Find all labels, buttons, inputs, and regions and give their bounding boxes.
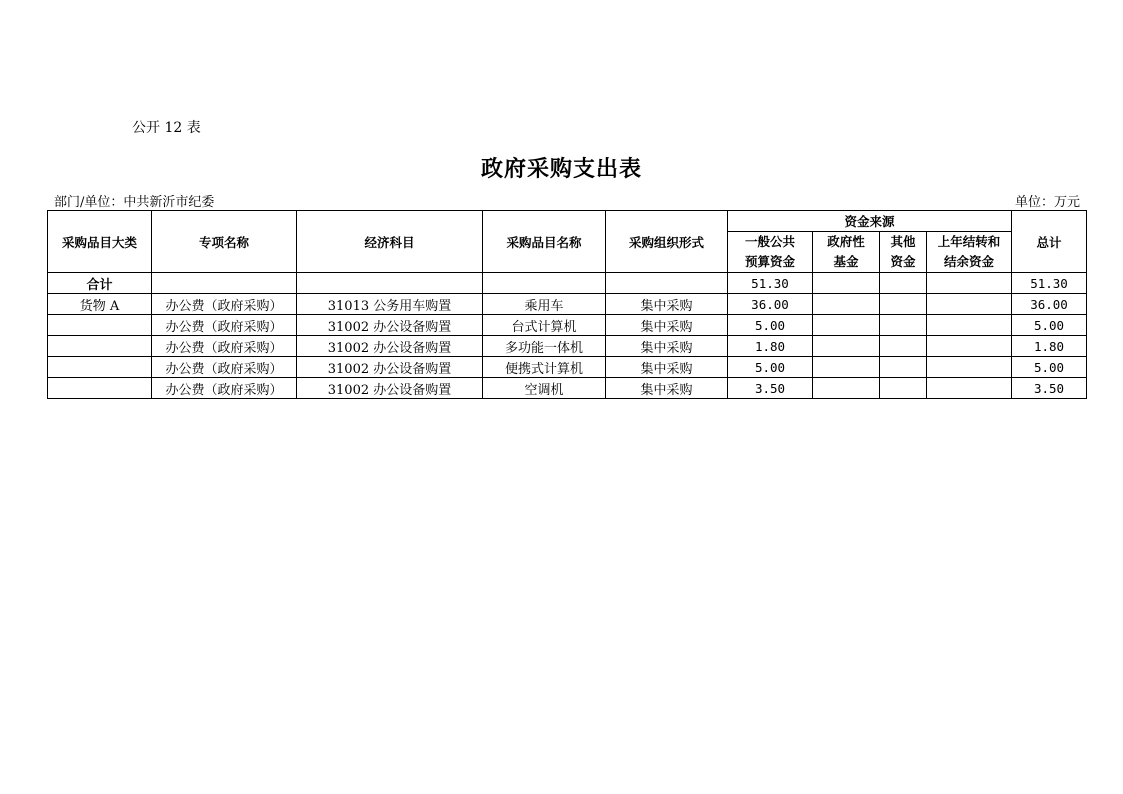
- cell-econ: 31002 办公设备购置: [297, 378, 483, 399]
- cell-project: 办公费（政府采购）: [152, 336, 297, 357]
- cell-econ: 31002 办公设备购置: [297, 315, 483, 336]
- cell-other: [880, 357, 927, 378]
- cell-carry: [927, 294, 1012, 315]
- page-title: 政府采购支出表: [480, 156, 642, 182]
- header-total: 总计: [1012, 211, 1087, 273]
- table-row: [48, 336, 1087, 357]
- header-general: [728, 232, 813, 273]
- header-gov-line1: 政府性: [827, 234, 865, 249]
- header-general-line1: 一般公共: [744, 234, 795, 249]
- header-general-line2: 预算资金: [744, 254, 795, 269]
- cell-general: 3.50: [728, 378, 813, 399]
- total-gov: [813, 273, 880, 294]
- cell-total: 5.00: [1012, 315, 1087, 336]
- header-gov: [813, 232, 880, 273]
- cell-item: 乘用车: [483, 294, 606, 315]
- cell-carry: [927, 357, 1012, 378]
- cell-other: [880, 294, 927, 315]
- cell-gov: [813, 357, 880, 378]
- cell-carry: [927, 378, 1012, 399]
- total-econ: [297, 273, 483, 294]
- cell-gov: [813, 315, 880, 336]
- cell-gov: [813, 336, 880, 357]
- header-fund-source: 资金来源: [728, 211, 1012, 232]
- table-row: [48, 315, 1087, 336]
- header-other: [880, 232, 927, 273]
- unit-label: 单位：万元: [1014, 195, 1080, 210]
- cell-item: 空调机: [483, 378, 606, 399]
- cell-project: 办公费（政府采购）: [152, 315, 297, 336]
- total-label: 合计: [48, 273, 152, 294]
- header-project: 专项名称: [152, 211, 297, 273]
- header-category: 采购品目大类: [48, 211, 152, 273]
- total-row: [48, 273, 1087, 294]
- cell-project: 办公费（政府采购）: [152, 378, 297, 399]
- cell-item: 多功能一体机: [483, 336, 606, 357]
- cell-carry: [927, 315, 1012, 336]
- total-carry: [927, 273, 1012, 294]
- cell-other: [880, 315, 927, 336]
- cell-total: 1.80: [1012, 336, 1087, 357]
- cell-total: 36.00: [1012, 294, 1087, 315]
- table-row: [48, 357, 1087, 378]
- cell-general: 5.00: [728, 357, 813, 378]
- department-label: 部门/单位：中共新沂市纪委: [54, 195, 215, 210]
- cell-category: [48, 378, 152, 399]
- total-general: 51.30: [728, 273, 813, 294]
- header-item: 采购品目名称: [483, 211, 606, 273]
- cell-econ: 31002 办公设备购置: [297, 357, 483, 378]
- total-org: [606, 273, 728, 294]
- cell-gov: [813, 378, 880, 399]
- header-other-line2: 资金: [890, 254, 916, 269]
- cell-econ: 31002 办公设备购置: [297, 336, 483, 357]
- header-econ: 经济科目: [297, 211, 483, 273]
- cell-org: 集中采购: [606, 357, 728, 378]
- cell-org: 集中采购: [606, 294, 728, 315]
- cell-category: 货物 A: [48, 294, 152, 315]
- cell-org: 集中采购: [606, 378, 728, 399]
- cell-project: 办公费（政府采购）: [152, 357, 297, 378]
- cell-econ: 31013 公务用车购置: [297, 294, 483, 315]
- header-gov-line2: 基金: [833, 254, 859, 269]
- form-number: 公开 12 表: [132, 120, 201, 136]
- cell-general: 5.00: [728, 315, 813, 336]
- header-other-line1: 其他: [890, 234, 916, 249]
- cell-category: [48, 357, 152, 378]
- header-carry: [927, 232, 1012, 273]
- cell-gov: [813, 294, 880, 315]
- cell-total: 3.50: [1012, 378, 1087, 399]
- cell-item: 便携式计算机: [483, 357, 606, 378]
- header-carry-line1: 上年结转和: [937, 234, 1001, 249]
- table-row: [48, 378, 1087, 399]
- total-project: [152, 273, 297, 294]
- cell-other: [880, 378, 927, 399]
- total-other: [880, 273, 927, 294]
- header-org: 采购组织形式: [606, 211, 728, 273]
- header-carry-line2: 结余资金: [944, 254, 995, 269]
- cell-carry: [927, 336, 1012, 357]
- cell-general: 1.80: [728, 336, 813, 357]
- cell-org: 集中采购: [606, 315, 728, 336]
- cell-total: 5.00: [1012, 357, 1087, 378]
- cell-project: 办公费（政府采购）: [152, 294, 297, 315]
- cell-item: 台式计算机: [483, 315, 606, 336]
- cell-category: [48, 315, 152, 336]
- header-row: [48, 211, 1087, 232]
- cell-general: 36.00: [728, 294, 813, 315]
- cell-category: [48, 336, 152, 357]
- cell-org: 集中采购: [606, 336, 728, 357]
- procurement-table: [47, 210, 1087, 399]
- cell-other: [880, 336, 927, 357]
- total-item: [483, 273, 606, 294]
- table-row: [48, 294, 1087, 315]
- total-total: 51.30: [1012, 273, 1087, 294]
